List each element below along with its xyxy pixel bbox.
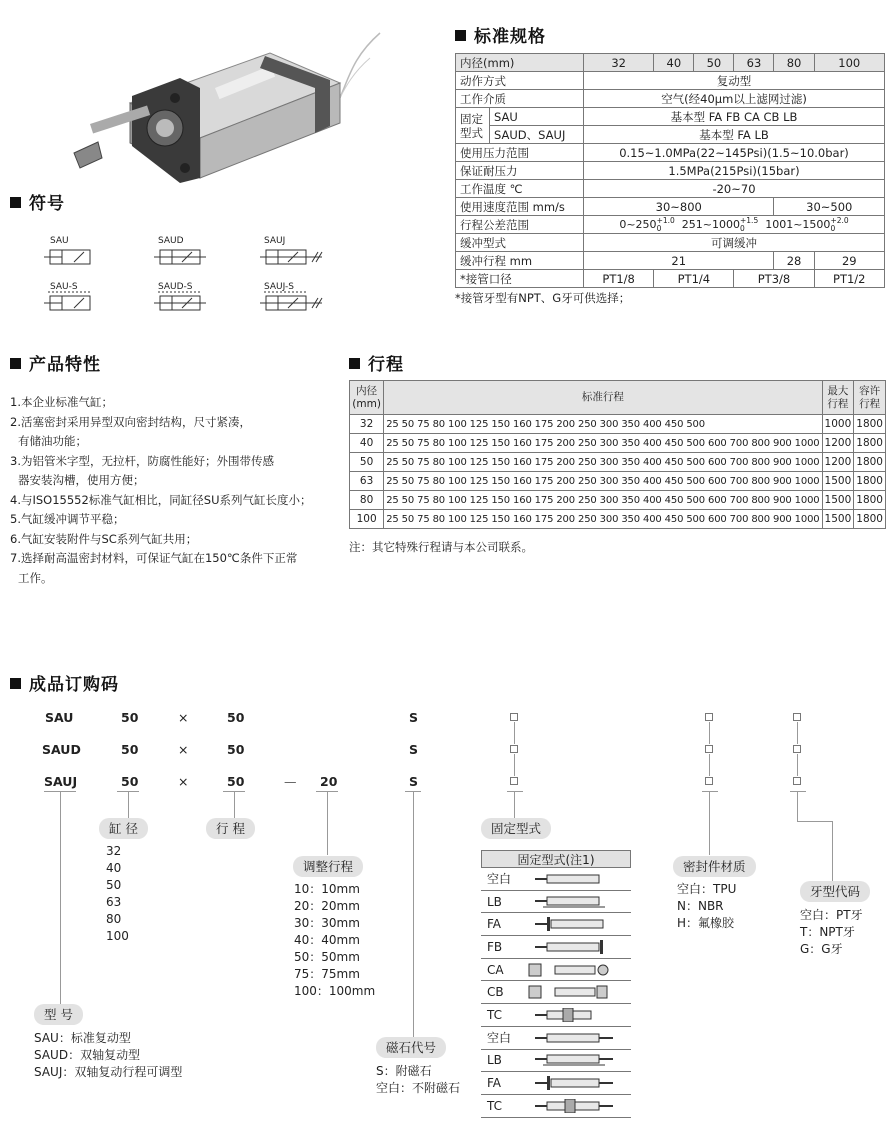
symbol-label-sauj: SAUJ [264, 236, 286, 246]
code-magnet: S [409, 742, 419, 757]
list-item: LB [481, 891, 631, 914]
code-stroke: 50 [227, 710, 245, 725]
table-row: 使用压力范围 0.15~1.0MPa(22~145Psi)(1.5~10.0bar) [456, 144, 885, 162]
list-item: 3.为铝管米字型，无拉杆，防腐性能好；外围带传感 [10, 453, 274, 468]
symbol-label-sau: SAU [50, 236, 69, 246]
table-row: 工作介质 空气(经40μm以上滤网过滤) [456, 90, 885, 108]
times-sign: × [178, 742, 189, 757]
code-box-seal [705, 777, 713, 785]
code-bore: 50 [121, 710, 139, 725]
code-box-mount [510, 777, 518, 785]
connector [797, 791, 798, 821]
code-stroke: 50 [227, 774, 245, 789]
underline [507, 791, 523, 792]
symbol-label-sauj-s: SAUJ-S [264, 282, 294, 292]
table-row: 缓冲型式 可调缓冲 [456, 234, 885, 252]
code-bore: 50 [121, 742, 139, 757]
list-item: FB [481, 936, 631, 959]
table-row: 使用速度范围 mm/s 30~800 30~500 [456, 198, 885, 216]
underline [790, 791, 806, 792]
seal-options: 空白：TPU N：NBR H：氟橡胶 [677, 882, 737, 930]
symbol-label-saud-s: SAUD-S [158, 282, 193, 292]
table-row: SAUD、SAUJ 基本型 FA LB [456, 126, 885, 144]
table-row: 40 25 50 75 80 100 125 150 160 175 200 250 300 350 400 450 500 600 700 800 900 1000 1200 1800 [350, 434, 886, 453]
symbol-label-sau-s: SAU-S [50, 282, 78, 292]
tag-mount: 固定型式 [481, 818, 551, 839]
table-row: 工作温度 ℃ -20~70 [456, 180, 885, 198]
list-item: 有储油功能； [18, 434, 87, 448]
model-options: SAU：标准复动型 SAUD：双轴复动型 SAUJ：双轴复动行程可调型 [34, 1031, 183, 1079]
spec-heading: 标准规格 [455, 22, 546, 47]
cylinder-product-image [70, 28, 400, 203]
spec-table [455, 53, 885, 288]
table-row: 内径(mm) 标准行程 最大行程 容许行程 [350, 381, 886, 415]
list-item: LB [481, 1050, 631, 1073]
connector [797, 722, 798, 744]
connector [709, 722, 710, 744]
times-sign: × [178, 774, 189, 789]
code-box-thread [793, 745, 801, 753]
table-row: 50 25 50 75 80 100 125 150 160 175 200 250 300 350 400 450 500 600 700 800 900 1000 1200 1800 [350, 453, 886, 472]
symbol-heading: 符号 [10, 189, 65, 214]
code-box-mount [510, 745, 518, 753]
stroke-note: 注：其它特殊行程请与本公司联系。 [349, 540, 533, 554]
tag-thread: 牙型代码 [800, 881, 870, 902]
underline [702, 791, 718, 792]
stroke-table [349, 380, 886, 529]
tag-model: 型 号 [34, 1004, 83, 1025]
bore-options: 32 40 50 63 80 100 [106, 844, 129, 943]
features-heading: 产品特性 [10, 350, 101, 375]
thread-options: 空白：PT牙 T：NPT牙 G：G牙 [800, 908, 863, 956]
pneumatic-symbols [44, 248, 334, 323]
times-sign: × [178, 710, 189, 725]
connector [413, 791, 414, 1037]
table-row: 80 25 50 75 80 100 125 150 160 175 200 250 300 350 400 450 500 600 700 800 900 1000 1500 1800 [350, 491, 886, 510]
list-item: 7.选择耐高温密封材料，可保证气缸在150℃条件下正常 [10, 551, 298, 565]
list-item: CB [481, 981, 631, 1004]
magnet-options: S：附磁石 空白：不附磁石 [376, 1064, 461, 1095]
connector [514, 722, 515, 744]
code-box-seal [705, 745, 713, 753]
connector [797, 754, 798, 776]
tolerance-values: 0~250 +1.0 0 251~1000 +1.5 0 1001~1500 +2.0 0 [584, 216, 885, 234]
connector [60, 791, 61, 1004]
tag-magnet: 磁石代号 [376, 1037, 446, 1058]
list-item: 6.气缸安装附件与SC系列气缸共用； [10, 531, 198, 546]
table-row: 内径(mm) 32 40 50 63 80 100 [456, 54, 885, 72]
code-model-sau: SAU [45, 710, 74, 725]
features-list [10, 393, 312, 588]
symbol-label-saud: SAUD [158, 236, 184, 246]
table-row: *接管口径 PT1/8 PT1/4 PT3/8 PT1/2 [456, 270, 885, 288]
code-model-saud: SAUD [42, 742, 81, 757]
list-item: 空白 [481, 868, 631, 891]
table-row: 固定型式 SAU 基本型 FA FB CA CB LB [456, 108, 885, 126]
tag-bore: 缸 径 [99, 818, 148, 839]
code-magnet: S [409, 710, 419, 725]
mount-table: 固定型式(注1) 空白 LB FA FB CA CB TC 空白 LB FA TC [481, 850, 631, 1118]
code-model-sauj: SAUJ [44, 774, 78, 789]
code-magnet: S [409, 774, 419, 789]
code-box-seal [705, 713, 713, 721]
table-row: 动作方式 复动型 [456, 72, 885, 90]
list-item: TC [481, 1095, 631, 1118]
list-item: 2.活塞密封采用异型双向密封结构，尺寸紧凑， [10, 414, 251, 429]
list-item: FA [481, 913, 631, 936]
adjust-options: 10：10mm 20：20mm 30：30mm 40：40mm 50：50mm 75：75mm 100：100mm [294, 882, 376, 998]
connector [128, 791, 129, 818]
list-item: TC [481, 1004, 631, 1027]
list-item: 4.与ISO15552标准气缸相比，同缸径SU系列气缸长度小； [10, 492, 312, 507]
connector [514, 791, 515, 818]
code-bore: 50 [121, 774, 139, 789]
list-item: 器安装沟槽，使用方便； [18, 473, 145, 487]
connector [709, 754, 710, 776]
tag-adjust: 调整行程 [293, 856, 363, 877]
connector [514, 754, 515, 776]
list-item: 5.气缸缓冲调节平稳； [10, 512, 125, 526]
tag-seal: 密封件材质 [673, 856, 756, 877]
connector [234, 791, 235, 818]
list-item: 工作。 [18, 570, 53, 585]
list-item: 空白 [481, 1027, 631, 1050]
code-box-thread [793, 777, 801, 785]
code-box-mount [510, 713, 518, 721]
connector [797, 821, 832, 822]
table-row: 行程公差范围 0~250 +1.0 0 251~1000 +1.5 0 1001~1500 +2.0 0 [456, 216, 885, 234]
code-adjust: 20 [320, 774, 338, 789]
table-row: 缓冲行程 mm 21 28 29 [456, 252, 885, 270]
code-box-thread [793, 713, 801, 721]
list-item: CA [481, 959, 631, 982]
list-item: FA [481, 1072, 631, 1095]
list-item: 1.本企业标准气缸； [10, 395, 113, 409]
connector [832, 821, 833, 881]
table-row: 保证耐压力 1.5MPa(215Psi)(15bar) [456, 162, 885, 180]
code-stroke: 50 [227, 742, 245, 757]
table-row: 100 25 50 75 80 100 125 150 160 175 200 250 300 350 400 450 500 600 700 800 900 1000 1500 1800 [350, 510, 886, 529]
stroke-heading: 行程 [349, 350, 404, 375]
table-row: 63 25 50 75 80 100 125 150 160 175 200 250 300 350 400 450 500 600 700 800 900 1000 1500 1800 [350, 472, 886, 491]
tag-stroke: 行 程 [206, 818, 255, 839]
table-row: 32 25 50 75 80 100 125 150 160 175 200 250 300 350 400 450 500 1000 1800 [350, 415, 886, 434]
order-heading: 成品订购码 [10, 670, 119, 695]
connector [327, 791, 328, 855]
dash: — [284, 774, 297, 789]
connector [709, 791, 710, 855]
spec-note: *接管牙型有NPT、G牙可供选择； [455, 291, 631, 305]
